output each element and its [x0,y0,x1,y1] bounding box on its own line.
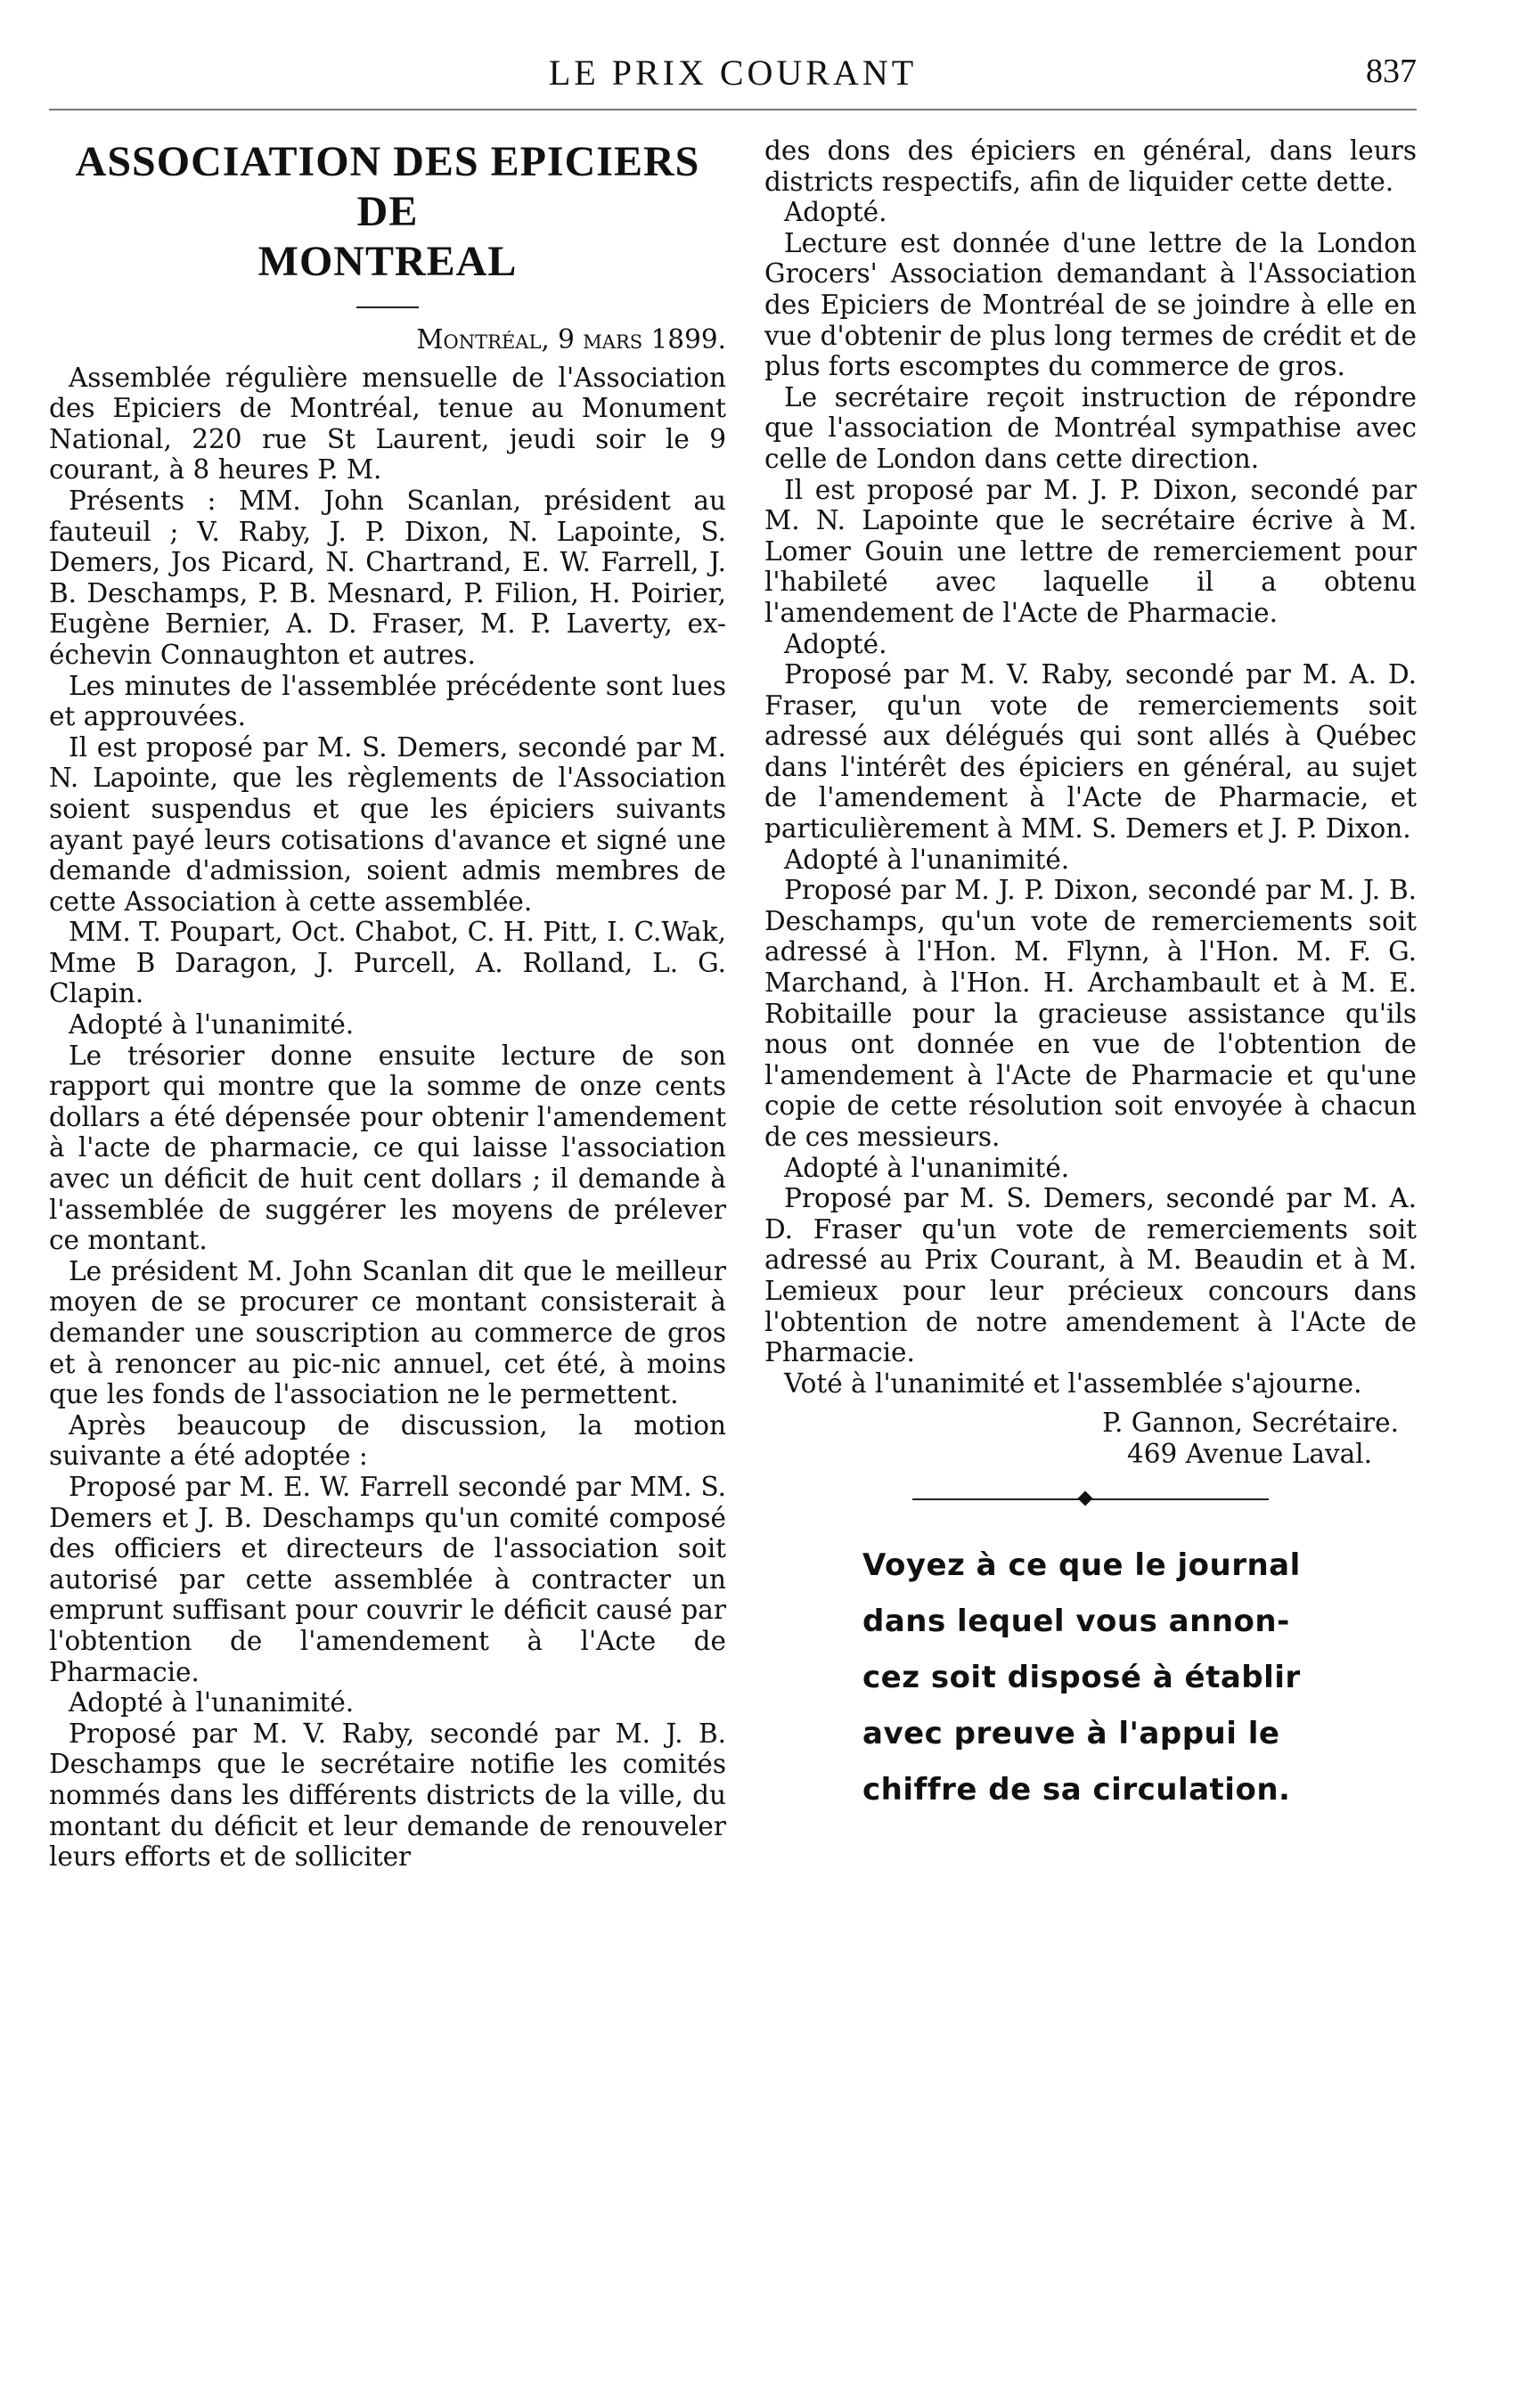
paragraph: Voté à l'unanimité et l'assemblée s'ajourne. [784,1367,1362,1399]
notice-line: cez soit disposé à établir [862,1659,1301,1695]
notice-line: avec preuve à l'appui le [862,1715,1280,1751]
paragraph: Les minutes de l'assemblée précédente sont lues et approuvées. [49,670,726,732]
notice-line: dans lequel vous annon- [862,1603,1290,1639]
left-column [49,135,726,1873]
title-rule [356,306,419,308]
paragraph: Proposé par M. J. P. Dixon, secondé par M. J. B. Deschamps, qu'un vote de remerciements soit adressé à l'Hon. M. Flynn, à l'Hon. M. F. G. Marchand, à l'Hon. H. Archambault et à M. E. Robitaille pour la gracieuse assistance qu'ils nous ont donnée en vue de l'obtention de l'amendement à l'Acte de Pharmacie et qu'une copie de cette résolution soit envoyée à chacun de ces messieurs. [764,875,1417,1152]
paragraph: des dons des épiciers en général, dans leurs districts respectifs, afin de liquider cette dette. [764,135,1417,197]
paragraph: Le trésorier donne ensuite lecture de son rapport qui montre que la somme de onze cents dollars a été dépensée pour obtenir l'amendement à l'acte de pharmacie, ce qui laisse l'association avec un déficit de huit cent dollars ; il demande à l'assemblée de suggérer les moyens de prélever ce montant. [49,1040,726,1256]
paragraph: Proposé par M. V. Raby, secondé par M. A. D. Fraser, qu'un vote de remerciements soit adressé aux délégués qui sont allés à Québec dans l'intérêt des épiciers en général, au sujet de l'amendement à l'Acte de Pharmacie, et particulièrement à MM. S. Demers et J. P. Dixon. [764,659,1417,845]
paragraph: Proposé par M. E. W. Farrell secondé par MM. S. Demers et J. B. Deschamps qu'un comité composé des officiers et directeurs de l'association soit autorisé par cette assemblée à contracter un emprunt suffisant pour couvrir le déficit causé par l'obtention de l'amendement à l'Acte de Pharmacie. [49,1471,726,1687]
notice-line: Voyez à ce que le journal [862,1547,1301,1583]
paragraph: Assemblée régulière mensuelle de l'Association des Epiciers de Montréal, tenue au Monument National, 220 rue St Laurent, jeudi soir le 9 courant, à 8 heures P. M. [49,362,726,486]
ornament-divider [912,1493,1269,1506]
paragraph: Présents : MM. John Scanlan, président au fauteuil ; V. Raby, J. P. Dixon, N. Lapointe, S. Demers, Jos Picard, N. Chartrand, E. W. Farrell, J. B. Deschamps, P. B. Mesnard, P. Filion, H. Poirier, Eugène Bernier, A. D. Fraser, M. P. Laverty, ex-échevin Connaughton et autres. [49,485,726,670]
paragraph: Il est proposé par M. J. P. Dixon, secondé par M. N. Lapointe que le secrétaire écrive à M. Lomer Gouin une lettre de remerciement pour l'habileté avec laquelle il a obtenu l'amendement de l'Acte de Pharmacie. [764,474,1417,628]
paragraph: Adopté à l'unanimité. [69,1009,355,1041]
paragraph: Lecture est donnée d'une lettre de la London Grocers' Association demandant à l'Association des Epiciers de Montréal de se joindre à elle en vue d'obtenir de plus long termes de crédit et de plus forts escomptes du commerce de gros. [764,227,1417,382]
paragraph: Adopté. [784,628,887,659]
running-head [49,52,1417,96]
paragraph: Le président M. John Scanlan dit que le meilleur moyen de se procurer ce montant consisterait à demander une souscription au commerce de gros et à renoncer au pic-nic annuel, cet été, à moins que les fonds de l'association ne le permettent. [49,1255,726,1410]
paragraph: Adopté à l'unanimité. [784,844,1070,875]
article-title-line-2: MONTREAL [257,238,518,285]
dateline: Montréal, 9 mars 1899. [416,324,726,355]
paragraph: Adopté à l'unanimité. [784,1152,1070,1183]
article-title-line-1: ASSOCIATION DES EPICIERS DE [75,138,700,235]
page-number: 837 [1366,53,1417,90]
advertising-notice [862,1538,1417,1818]
paragraph: Le secrétaire reçoit instruction de répondre que l'association de Montréal sympathise avec celle de London dans cette direction. [764,381,1417,474]
paragraph: Proposé par M. V. Raby, secondé par M. J. B. Deschamps que le secrétaire notifie les comités nommés dans les différents districts de la ville, du montant du déficit et leur demande de renouveler leurs efforts et de solliciter [49,1718,726,1873]
diamond-icon [1078,1490,1093,1506]
right-column [764,135,1417,1818]
paragraph: Adopté. [784,197,887,228]
notice-line: chiffre de sa circulation. [862,1771,1291,1808]
running-title: LE PRIX COURANT [548,53,918,93]
header-rule [49,109,1417,110]
paragraph: Adopté à l'unanimité. [69,1687,355,1718]
paragraph: Après beaucoup de discussion, la motion suivante a été adoptée : [49,1409,726,1472]
paragraph: MM. T. Poupart, Oct. Chabot, C. H. Pitt, I. C.Wak, Mme B Daragon, J. Purcell, A. Rolland, L. G. Clapin. [49,917,726,1009]
signature: P. Gannon, Secrétaire. [1102,1408,1399,1439]
paragraph: Proposé par M. S. Demers, secondé par M. A. D. Fraser qu'un vote de remerciements soit adressé au Prix Courant, à M. Beaudin et à M. Lemieux pour leur précieux concours dans l'obtention de notre amendement à l'Acte de Pharmacie. [764,1183,1417,1368]
article-title [49,137,726,287]
signature-address: 469 Avenue Laval. [1127,1438,1372,1469]
paragraph: Il est proposé par M. S. Demers, secondé par M. N. Lapointe, que les règlements de l'Association soient suspendus et que les épiciers suivants ayant payé leurs cotisations d'avance et signé une demande d'admission, soient admis membres de cette Association à cette assemblée. [49,731,726,917]
